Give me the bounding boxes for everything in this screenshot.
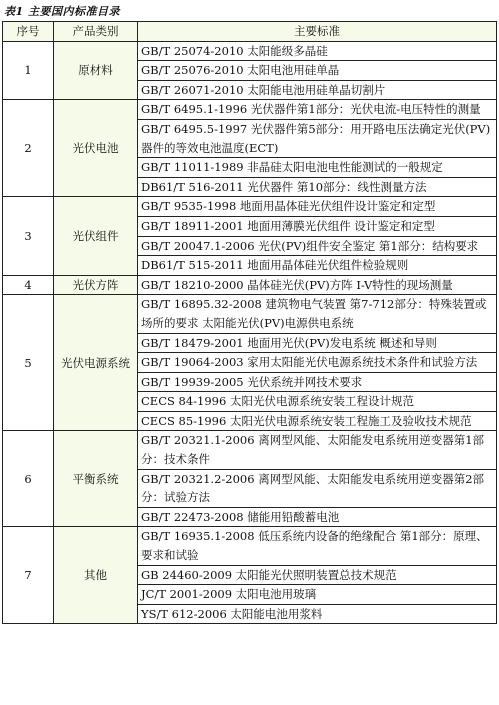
standard-item: GB/T 16935.1-2008 低压系统内设备的绝缘配合 第1部分：原理、要求和试验 [138,527,497,565]
row-seq-number: 4 [3,275,54,295]
product-category: 原材料 [54,41,138,100]
standard-item: CECS 84-1996 太阳光伏电源系统安装工程设计规范 [138,392,497,412]
table-caption: 表1 主要国内标准目录 [4,5,120,18]
standard-item: GB/T 11011-1989 非晶硅太阳电池电性能测试的一般规定 [138,158,497,178]
standard-item: GB/T 20321.2-2006 离网型风能、太阳能发电系统用逆变器第2部分：试验方法 [138,469,497,507]
standard-item: DB61/T 516-2011 光伏器件 第10部分：线性测量方法 [138,177,497,197]
product-category: 光伏电池 [54,100,138,197]
product-category: 光伏组件 [54,197,138,275]
product-category: 光伏方阵 [54,275,138,295]
table-row [3,41,497,61]
standard-item: GB/T 19064-2003 家用太阳能光伏电源系统技术条件和试验方法 [138,353,497,373]
row-seq-number: 1 [3,41,54,100]
standard-item: JC/T 2001-2009 太阳电池用玻璃 [138,585,497,605]
standard-item: GB/T 22473-2008 储能用铅酸蓄电池 [138,507,497,527]
row-seq-number: 5 [3,295,54,431]
standard-item: GB/T 6495.1-1996 光伏器件第1部分：光伏电流-电压特性的测量 [138,100,497,120]
header-standards: 主要标准 [138,22,497,42]
standard-item: GB/T 16895.32-2008 建筑物电气装置 第7-712部分：特殊装置或场所的要求 太阳能光伏(PV)电源供电系统 [138,295,497,333]
product-category: 光伏电源系统 [54,295,138,431]
header-category: 产品类别 [54,22,138,42]
product-category: 平衡系统 [54,431,138,527]
standard-item: GB/T 25074-2010 太阳能级多晶硅 [138,41,497,61]
standard-item: GB/T 9535-1998 地面用晶体硅光伏组件设计鉴定和定型 [138,197,497,217]
table-row [3,295,497,333]
standard-item: GB/T 18210-2000 晶体硅光伏(PV)方阵 I-V特性的现场测量 [138,275,497,295]
standard-item: GB 24460-2009 太阳能光伏照明装置总技术规范 [138,565,497,585]
row-seq-number: 2 [3,100,54,197]
table-row [3,197,497,217]
standard-item: GB/T 18911-2001 地面用薄膜光伏组件 设计鉴定和定型 [138,216,497,236]
standard-item: YS/T 612-2006 太阳能电池用浆料 [138,604,497,624]
standard-item: DB61/T 515-2011 地面用晶体硅光伏组件检验规则 [138,256,497,276]
table-row [3,431,497,469]
standard-item: GB/T 6495.5-1997 光伏器件第5部分：用开路电压法确定光伏(PV)器件的等效电池温度(ECT) [138,119,497,157]
standard-item: GB/T 19939-2005 光伏系统并网技术要求 [138,372,497,392]
standard-item: GB/T 25076-2010 太阳电池用硅单晶 [138,61,497,81]
standard-item: GB/T 20321.1-2006 离网型风能、太阳能发电系统用逆变器第1部分：技术条件 [138,431,497,469]
row-seq-number: 3 [3,197,54,275]
header-seq: 序号 [3,22,54,42]
row-seq-number: 6 [3,431,54,527]
table-row [3,527,497,565]
table-header-row [3,22,497,42]
standard-item: CECS 85-1996 太阳光伏电源系统安装工程施工及验收技术规范 [138,411,497,431]
row-seq-number: 7 [3,527,54,624]
table-body [3,41,497,624]
standard-item: GB/T 18479-2001 地面用光伏(PV)发电系统 概述和导则 [138,333,497,353]
standards-table [2,21,497,624]
table-row [3,275,497,295]
standard-item: GB/T 20047.1-2006 光伏(PV)组件安全鉴定 第1部分：结构要求 [138,236,497,256]
product-category: 其他 [54,527,138,624]
table-row [3,100,497,120]
standard-item: GB/T 26071-2010 太阳能电池用硅单晶切割片 [138,80,497,100]
